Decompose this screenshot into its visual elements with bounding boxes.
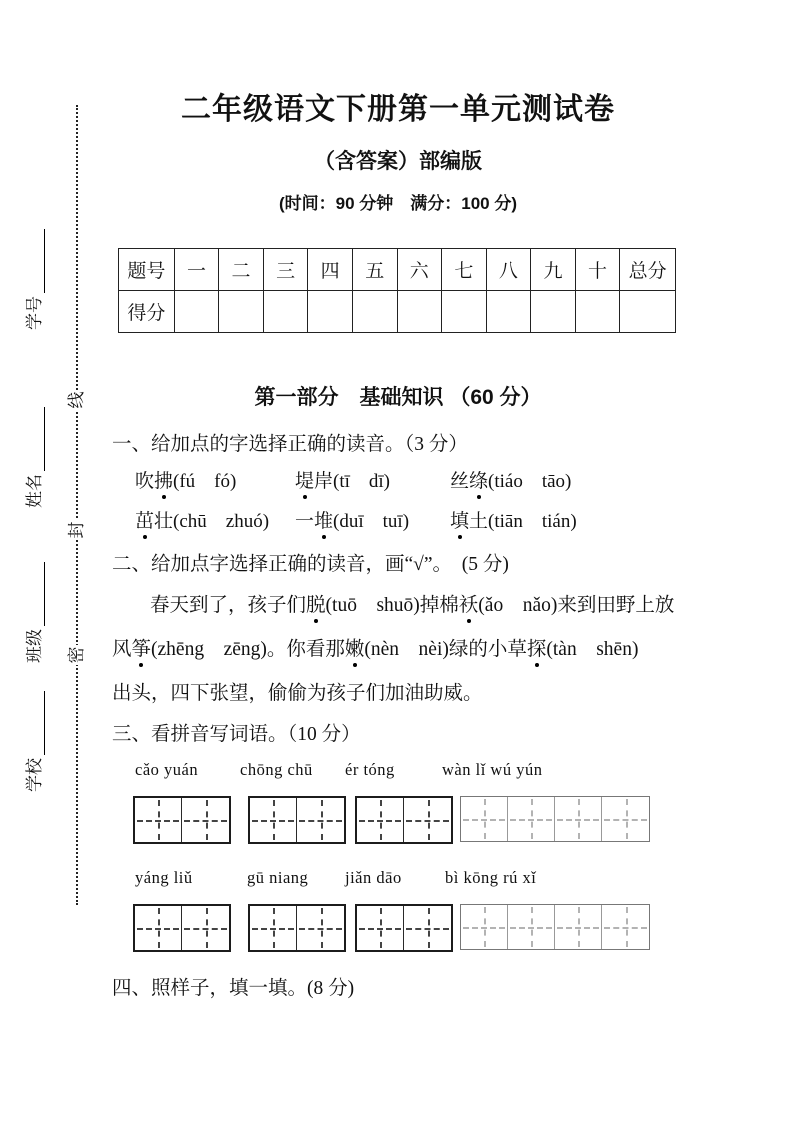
dotted-char: 拂 [154, 466, 173, 493]
writing-cell[interactable] [135, 798, 182, 842]
section1-header: 第一部分 基础知识 （60 分） [254, 386, 542, 409]
writing-cell[interactable] [182, 906, 229, 950]
q2-paragraph-line1 [150, 589, 674, 617]
q1-item-tiantu [450, 506, 577, 533]
writing-cell[interactable] [135, 906, 182, 950]
writing-cell[interactable] [461, 905, 508, 949]
q1-item-dian [295, 466, 390, 493]
student-id-field [23, 220, 45, 330]
pinyin-cao-yuan: cǎo yuán [135, 760, 199, 779]
q1-item-yidui [295, 506, 409, 533]
page-subtitle: （含答案）部编版 [314, 150, 482, 173]
writing-grid-2cell [355, 904, 453, 952]
q1-heading: 一、给加点的字选择正确的读音。（3 分） [112, 434, 468, 455]
seal-char-mi: 密 [67, 646, 86, 664]
class-label: 班级 [25, 629, 44, 663]
dotted-char: 堤 [295, 466, 314, 493]
score-header-cell: 六 [397, 249, 442, 291]
dotted-char: 探 [527, 633, 547, 661]
writing-cell[interactable] [404, 906, 451, 950]
score-cell[interactable] [397, 291, 442, 333]
class-blank[interactable] [29, 562, 45, 626]
writing-grid-2cell [248, 796, 346, 844]
writing-cell[interactable] [602, 905, 649, 949]
writing-cell[interactable] [602, 797, 649, 841]
q2-paragraph-line2 [112, 633, 638, 661]
score-header-cell: 十 [575, 249, 620, 291]
name-blank[interactable] [29, 407, 45, 471]
writing-cell[interactable] [250, 906, 297, 950]
score-cell[interactable] [263, 291, 308, 333]
name-label: 姓名 [25, 474, 44, 508]
para-text: 春天到了，孩子们 [150, 595, 307, 616]
writing-cell[interactable] [182, 798, 229, 842]
q1-item-text: 吹 [135, 471, 155, 492]
pinyin-bi-kong-ru-xi: bì kōng rú xǐ [445, 868, 537, 887]
score-cell[interactable] [620, 291, 676, 333]
seal-char-xian: 线 [67, 391, 86, 409]
score-cell[interactable] [531, 291, 576, 333]
score-header-cell: 四 [308, 249, 353, 291]
pinyin-wan-li-wu-yun: wàn lǐ wú yún [442, 760, 543, 779]
para-text: 风 [112, 639, 132, 660]
writing-cell[interactable] [297, 798, 344, 842]
writing-cell[interactable] [297, 906, 344, 950]
student-id-label: 学号 [25, 296, 44, 330]
paper-content [112, 0, 684, 1122]
q1-item-options: 壮(chū zhuó) [154, 511, 270, 532]
para-text: (zhēng zēng)。你看那 [151, 639, 345, 660]
school-blank[interactable] [29, 691, 45, 755]
student-id-blank[interactable] [29, 229, 45, 293]
score-cell[interactable] [442, 291, 487, 333]
pinyin-yang-liu: yáng liǔ [135, 868, 193, 887]
q1-row1 [112, 466, 684, 494]
q4-heading: 四、照样子，填一填。(8 分) [112, 978, 355, 999]
score-table-header-row [119, 249, 676, 291]
writing-grid-2cell [133, 796, 231, 844]
score-cell[interactable] [575, 291, 620, 333]
para-text: (tàn shēn) [546, 639, 639, 660]
dotted-char: 绦 [469, 466, 488, 493]
writing-grid-4cell [460, 796, 650, 842]
writing-cell[interactable] [250, 798, 297, 842]
q1-item-zhuozhuang [135, 506, 269, 533]
score-cell[interactable] [352, 291, 397, 333]
score-header-cell: 七 [442, 249, 487, 291]
score-table-score-row [119, 291, 676, 333]
writing-cell[interactable] [357, 906, 404, 950]
q1-item-options: (duī tuī) [333, 511, 410, 532]
score-header-cell: 九 [531, 249, 576, 291]
dotted-char: 茁 [135, 506, 154, 533]
writing-cell[interactable] [404, 798, 451, 842]
dotted-char: 堆 [314, 506, 333, 533]
score-header-cell: 题号 [119, 249, 175, 291]
writing-cell[interactable] [508, 905, 555, 949]
score-cell[interactable] [219, 291, 264, 333]
writing-cell[interactable] [555, 905, 602, 949]
q1-item-chuifu [135, 466, 236, 493]
score-header-cell: 三 [263, 249, 308, 291]
score-header-cell: 一 [174, 249, 219, 291]
pinyin-gu-niang: gū niang [247, 868, 309, 887]
writing-cell[interactable] [508, 797, 555, 841]
pinyin-er-tong: ér tóng [345, 760, 395, 779]
writing-grid-2cell [248, 904, 346, 952]
writing-grid-2cell [133, 904, 231, 952]
writing-grid-4cell [460, 904, 650, 950]
writing-cell[interactable] [461, 797, 508, 841]
school-field [23, 682, 45, 792]
q1-item-text: 丝 [450, 471, 470, 492]
score-table [118, 248, 676, 333]
school-label: 学校 [25, 758, 44, 792]
writing-grid-2cell [355, 796, 453, 844]
class-field [23, 553, 45, 663]
q1-item-options: (fú fó) [173, 471, 237, 492]
q1-item-options: 土(tiān tián) [469, 511, 577, 532]
pinyin-jian-dao: jiǎn dāo [345, 868, 402, 887]
score-row-label: 得分 [119, 291, 175, 333]
seal-char-feng: 封 [67, 521, 86, 539]
score-header-cell: 二 [219, 249, 264, 291]
score-header-cell: 八 [486, 249, 531, 291]
score-cell[interactable] [174, 291, 219, 333]
score-cell[interactable] [486, 291, 531, 333]
dotted-char: 脱 [306, 589, 326, 617]
score-header-cell: 总分 [620, 249, 676, 291]
time-score-info: (时间：90 分钟 满分：100 分) [278, 194, 518, 213]
q1-item-text: 一 [295, 511, 315, 532]
q3-heading: 三、看拼音写词语。（10 分） [112, 724, 361, 745]
name-field [23, 398, 45, 508]
writing-cell[interactable] [357, 798, 404, 842]
dotted-char: 袄 [459, 589, 479, 617]
q1-item-sitao [450, 466, 571, 493]
score-cell[interactable] [308, 291, 353, 333]
dotted-char: 筝 [132, 633, 152, 661]
seal-dotted-line [76, 105, 78, 905]
q1-item-options: (tiáo tāo) [488, 471, 572, 492]
q1-item-options: 岸(tī dī) [314, 471, 391, 492]
dotted-char: 嫩 [345, 633, 365, 661]
writing-cell[interactable] [555, 797, 602, 841]
para-text: (tuō shuō)掉棉 [325, 595, 459, 616]
pinyin-chong-chu: chōng chū [240, 760, 313, 779]
dotted-char: 填 [450, 506, 469, 533]
q1-row2 [112, 506, 684, 534]
para-text: (ǎo nǎo)来到田野上放 [478, 595, 675, 616]
score-header-cell: 五 [352, 249, 397, 291]
q2-paragraph-line3: 出头，四下张望，偷偷为孩子们加油助威。 [112, 683, 483, 704]
para-text: (nèn nèi)绿的小草 [364, 639, 527, 660]
page-title: 二年级语文下册第一单元测试卷 [181, 93, 615, 126]
q2-heading: 二、给加点字选择正确的读音，画“√”。 (5 分) [112, 554, 509, 575]
